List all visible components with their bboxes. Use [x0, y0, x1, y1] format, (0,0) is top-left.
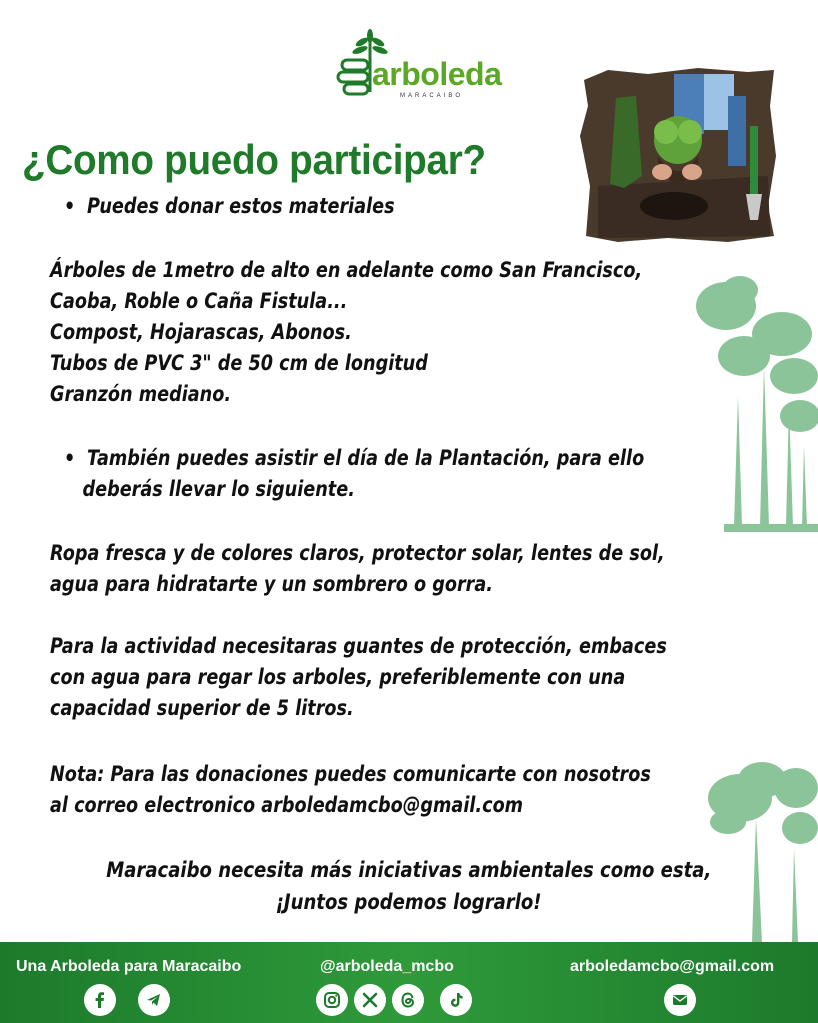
materials-line: Compost, Hojarascas, Abonos. [50, 320, 352, 344]
logo-subtitle: MARACAIBO [400, 93, 464, 99]
paragraph-line: Para la actividad necesitaras guantes de protección, embaces [50, 634, 667, 658]
closing-line: Maracaibo necesita más iniciativas ambientales como esta, [106, 858, 712, 882]
logo-wordmark: arboleda [372, 56, 502, 92]
closing-message [0, 854, 818, 918]
clothing-paragraph [50, 538, 665, 600]
page-title: ¿Como puedo participar? [22, 136, 486, 183]
footer-bar [0, 942, 818, 1023]
footer-handle: @arboleda_mcbo [320, 958, 454, 975]
instagram-icon[interactable] [316, 984, 348, 1016]
threads-icon[interactable] [392, 984, 424, 1016]
facebook-icon[interactable] [84, 984, 116, 1016]
materials-line: Granzón mediano. [50, 382, 232, 406]
paragraph-line: Nota: Para las donaciones puedes comunicarte con nosotros [50, 762, 651, 786]
activity-paragraph [50, 631, 667, 724]
bullet-text: También puedes asistir el día de la Plantación, para ello [87, 446, 645, 470]
paragraph-line: con agua para regar los arboles, preferiblemente con una [50, 665, 626, 689]
paragraph-line: Ropa fresca y de colores claros, protector solar, lentes de sol, [50, 541, 665, 565]
bullet-text: Puedes donar estos materiales [87, 194, 395, 218]
note-paragraph [50, 759, 651, 821]
x-icon[interactable] [354, 984, 386, 1016]
donation-bullet [64, 191, 395, 222]
tree-silhouettes-top [694, 276, 818, 534]
materials-line: Árboles de 1metro de alto en adelante como San Francisco, [50, 258, 643, 282]
closing-line: ¡Juntos podemos lograrlo! [276, 890, 542, 914]
materials-line: Tubos de PVC 3" de 50 cm de longitud [50, 351, 428, 375]
planting-photo [578, 66, 778, 244]
paragraph-line: agua para hidratarte y un sombrero o gorra. [50, 572, 493, 596]
paragraph-line: capacidad superior de 5 litros. [50, 696, 354, 720]
materials-list [50, 255, 642, 410]
tree-silhouettes-bottom [700, 758, 818, 942]
paragraph-line: al correo electronico arboledamcbo@gmail.com [50, 793, 524, 817]
bullet-text-continued: deberás llevar lo siguiente. [82, 477, 355, 501]
footer-email: arboledamcbo@gmail.com [570, 958, 775, 975]
email-icon[interactable] [664, 984, 696, 1016]
attend-bullet [64, 443, 644, 505]
telegram-icon[interactable] [138, 984, 170, 1016]
bullet-dot: • [64, 194, 76, 218]
footer-tagline: Una Arboleda para Maracaibo [16, 958, 242, 975]
bullet-dot: • [64, 446, 76, 470]
tiktok-icon[interactable] [440, 984, 472, 1016]
materials-line: Caoba, Roble o Caña Fistula... [50, 289, 348, 313]
